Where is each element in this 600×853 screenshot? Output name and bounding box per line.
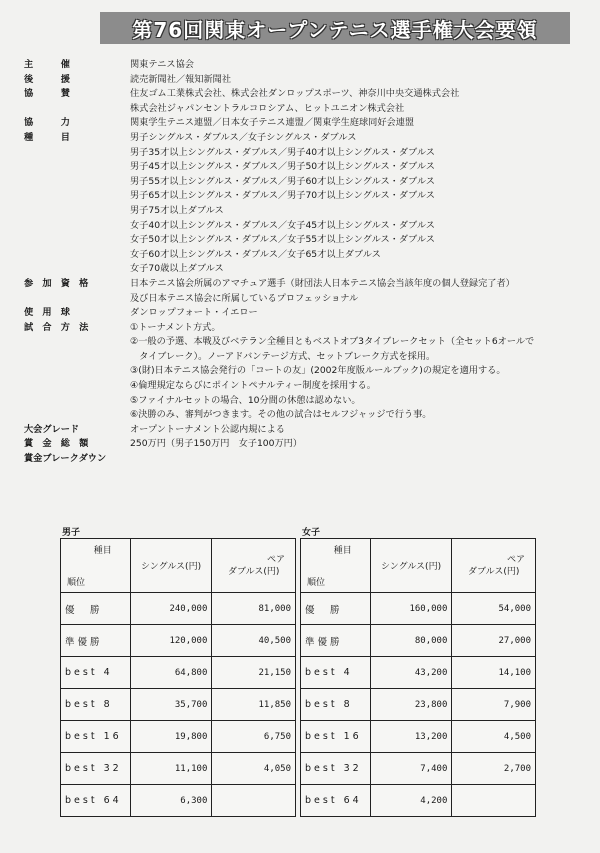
outline-value: 男子シングルス・ダブルス／女子シングルス・ダブルス (130, 131, 357, 143)
pair-prize-cell (212, 785, 296, 817)
outline-label: 協 力 (24, 117, 70, 129)
outline-value: ⑥決勝のみ、審判がつきます。その他の試合はセルフジャッジで行う事。 (130, 409, 432, 421)
outline-label: 賞 金 総 額 (24, 438, 89, 450)
outline-value: ダンロップフォート・イエロー (130, 307, 258, 319)
pair-prize-cell: 6,750 (212, 721, 296, 753)
single-prize-cell: 160,000 (370, 593, 452, 625)
outline-label (24, 335, 130, 350)
outline-row (24, 321, 584, 336)
women-pair-header (452, 539, 536, 593)
outline-value: 250万円（男子150万円 女子100万円） (130, 438, 303, 450)
rank-cell: best 32 (301, 753, 371, 785)
single-prize-cell: 13,200 (370, 721, 452, 753)
outline-label: 賞金ブレークダウン (24, 453, 107, 465)
title-banner (100, 12, 570, 44)
outline-value: ⑤ファイナルセットの場合、10分間の休憩は認めない。 (130, 394, 361, 406)
pair-prize-cell: 11,850 (212, 689, 296, 721)
outline-label: 種 目 (24, 131, 70, 143)
single-prize-cell: 4,200 (370, 785, 452, 817)
men-corner-bottom: 順位 (67, 578, 86, 588)
outline-row (24, 379, 584, 394)
table-row (301, 593, 536, 625)
pair-prize-cell: 81,000 (212, 593, 296, 625)
outline-row (24, 116, 584, 131)
outline-row (24, 408, 584, 423)
outline-value: 女子40才以上シングルス・ダブルス／女子45才以上シングルス・ダブルス (130, 219, 435, 231)
table-row (301, 721, 536, 753)
table-row (301, 625, 536, 657)
single-prize-cell: 19,800 (130, 721, 212, 753)
single-prize-cell: 80,000 (370, 625, 452, 657)
women-single-header: シングルス(円) (370, 539, 452, 593)
outline-label (24, 102, 130, 117)
pair-prize-cell: 21,150 (212, 657, 296, 689)
outline-value: 男子55才以上シングルス・ダブルス／男子60才以上シングルス・ダブルス (130, 175, 435, 187)
outline-row (24, 58, 584, 73)
rank-cell: best 64 (301, 785, 371, 817)
pair-prize-cell (452, 785, 536, 817)
table-row (61, 657, 296, 689)
outline-label: 使 用 球 (24, 307, 70, 319)
men-prize-table (60, 538, 296, 817)
men-corner-top: 種目 (93, 546, 112, 556)
outline-value: ②一般の予選、本戦及びベテラン全種目ともベストオブ3タイブレークセット（全セット6オールで (130, 336, 535, 348)
outline-row (24, 423, 584, 438)
outline-row (24, 306, 584, 321)
outline-row (24, 204, 584, 219)
pair-prize-cell: 4,500 (452, 721, 536, 753)
single-prize-cell: 35,700 (130, 689, 212, 721)
single-prize-cell: 23,800 (370, 689, 452, 721)
single-prize-cell: 240,000 (130, 593, 212, 625)
women-corner-header (301, 539, 371, 593)
rank-cell: best 32 (61, 753, 131, 785)
outline-value: 女子60才以上シングルス・ダブルス／女子65才以上ダブルス (130, 248, 381, 260)
rank-cell: 準優勝 (61, 625, 131, 657)
pair-prize-cell: 40,500 (212, 625, 296, 657)
outline-value: 男子65才以上シングルス・ダブルス／男子70才以上シングルス・ダブルス (130, 190, 435, 202)
outline-value: ④倫理規定ならびにポイントペナルティー制度を採用する。 (130, 380, 376, 392)
men-single-header: シングルス(円) (130, 539, 212, 593)
outline-value: 男子45才以上シングルス・ダブルス／男子50才以上シングルス・ダブルス (130, 161, 435, 173)
outline-label (24, 233, 130, 248)
outline-value: 株式会社ジャパンセントラルコロシアム、ヒットユニオン株式会社 (130, 102, 405, 114)
outline-value: 関東テニス協会 (130, 59, 194, 70)
outline-row (24, 160, 584, 175)
outline-value: ③(財)日本テニス協会発行の「コートの友」(2002年度版ルールブック)の規定を適用する。 (130, 365, 506, 377)
single-prize-cell: 120,000 (130, 625, 212, 657)
outline-row (24, 248, 584, 263)
document-title: 第76回関東オープンテニス選手権大会要領 (132, 17, 538, 42)
pair-prize-cell: 54,000 (452, 593, 536, 625)
single-prize-cell: 6,300 (130, 785, 212, 817)
outline-label (24, 364, 130, 379)
outline-value: 関東学生テニス連盟／日本女子テニス連盟／関東学生庭球同好会連盟 (130, 117, 415, 129)
outline-row (24, 102, 584, 117)
rank-cell: best 8 (61, 689, 131, 721)
single-prize-cell: 64,800 (130, 657, 212, 689)
table-row (301, 689, 536, 721)
outline-label (24, 219, 130, 234)
outline-value: 日本テニス協会所属のアマチュア選手（財団法人日本テニス協会当該年度の個人登録完了者） (130, 277, 515, 289)
table-row (301, 657, 536, 689)
pair-prize-cell: 27,000 (452, 625, 536, 657)
outline-label (24, 175, 130, 190)
outline-row (24, 394, 584, 409)
outline-row (24, 452, 584, 467)
outline-label (24, 189, 130, 204)
outline-label: 協 賛 (24, 88, 70, 100)
outline-row (24, 335, 584, 350)
outline-row (24, 262, 584, 277)
outline-label (24, 204, 130, 219)
rank-cell: 準優勝 (301, 625, 371, 657)
table-row (61, 721, 296, 753)
women-pair-header-bottom: ダブルス(円) (467, 566, 520, 577)
outline-value: ①トーナメント方式。 (130, 321, 221, 333)
outline-value: 女子70歳以上ダブルス (130, 263, 224, 275)
single-prize-cell: 43,200 (370, 657, 452, 689)
men-pair-header (212, 539, 296, 593)
outline-row (24, 292, 584, 307)
rank-cell: best 4 (301, 657, 371, 689)
pair-prize-cell: 4,050 (212, 753, 296, 785)
pair-prize-cell: 14,100 (452, 657, 536, 689)
outline-value (130, 452, 584, 467)
outline-list (24, 58, 584, 467)
women-pair-header-top: ペア (506, 554, 525, 565)
outline-row (24, 131, 584, 146)
men-corner-header (61, 539, 131, 593)
pair-prize-cell: 7,900 (452, 689, 536, 721)
outline-label (24, 146, 130, 161)
outline-row (24, 146, 584, 161)
men-table-label: 男子 (62, 528, 81, 538)
outline-value: 及び日本テニス協会に所属しているプロフェッショナル (130, 292, 359, 304)
outline-value: 女子50才以上シングルス・ダブルス／女子55才以上シングルス・ダブルス (130, 234, 435, 246)
outline-value: 男子75才以上ダブルス (130, 204, 224, 216)
table-row (61, 753, 296, 785)
outline-value: オープントーナメント公認内規による (130, 423, 285, 435)
outline-label (24, 394, 130, 409)
single-prize-cell: 11,100 (130, 753, 212, 785)
rank-cell: best 64 (61, 785, 131, 817)
outline-label: 試 合 方 法 (24, 321, 89, 333)
outline-label (24, 350, 130, 365)
rank-cell: 優 勝 (61, 593, 131, 625)
outline-row (24, 73, 584, 88)
outline-row (24, 175, 584, 190)
outline-row (24, 364, 584, 379)
women-table-label: 女子 (302, 528, 321, 538)
table-row (61, 593, 296, 625)
men-pair-header-top: ペア (266, 554, 285, 565)
outline-value: 読売新聞社／報知新聞社 (130, 73, 232, 85)
rank-cell: best 8 (301, 689, 371, 721)
outline-label: 大会グレード (24, 423, 80, 435)
outline-label (24, 262, 130, 277)
outline-label (24, 408, 130, 423)
rank-cell: best 16 (61, 721, 131, 753)
table-row (61, 689, 296, 721)
outline-row (24, 189, 584, 204)
outline-label: 参 加 資 格 (24, 277, 89, 289)
rank-cell: best 4 (61, 657, 131, 689)
outline-label (24, 379, 130, 394)
single-prize-cell: 7,400 (370, 753, 452, 785)
women-prize-table (300, 538, 536, 817)
outline-label (24, 160, 130, 175)
rank-cell: 優 勝 (301, 593, 371, 625)
outline-value: 男子35才以上シングルス・ダブルス／男子40才以上シングルス・ダブルス (130, 146, 435, 158)
outline-label: 後 援 (24, 73, 70, 85)
outline-label (24, 248, 130, 263)
table-row (301, 753, 536, 785)
outline-label: 主 催 (24, 59, 70, 70)
outline-row (24, 219, 584, 234)
women-corner-bottom: 順位 (307, 578, 326, 588)
table-row (61, 785, 296, 817)
table-row (61, 625, 296, 657)
outline-label (24, 292, 130, 307)
outline-row (24, 87, 584, 102)
outline-row (24, 277, 584, 292)
outline-value: タイブレーク）。ノーアドバンテージ方式、セットブレーク方式を採用。 (130, 350, 436, 362)
outline-value: 住友ゴム工業株式会社、株式会社ダンロップスポーツ、神奈川中央交通株式会社 (130, 88, 460, 100)
outline-row (24, 437, 584, 452)
men-pair-header-bottom: ダブルス(円) (227, 566, 280, 577)
outline-row (24, 233, 584, 248)
pair-prize-cell: 2,700 (452, 753, 536, 785)
women-corner-top: 種目 (333, 546, 352, 556)
outline-row (24, 350, 584, 365)
table-row (301, 785, 536, 817)
rank-cell: best 16 (301, 721, 371, 753)
